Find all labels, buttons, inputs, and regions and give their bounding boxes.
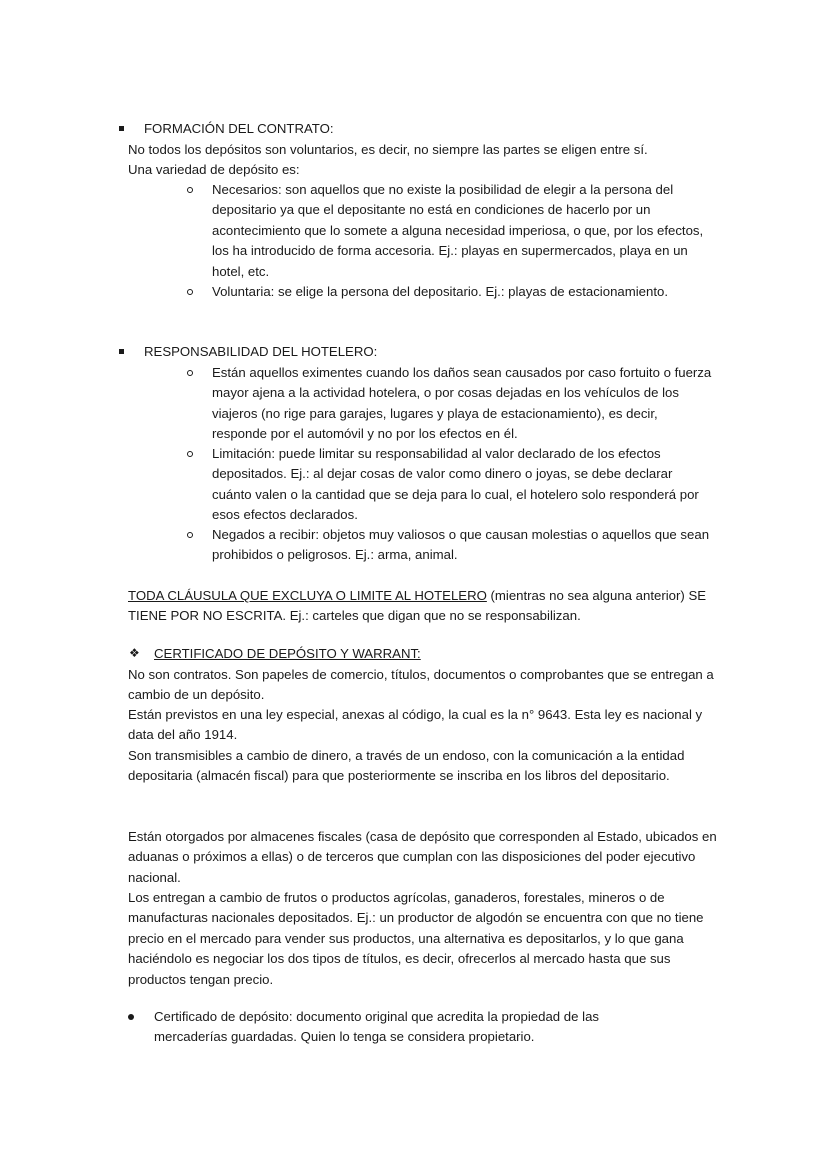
cert-paragraph-5: Los entregan a cambio de frutos o productos agrícolas, ganaderos, forestales, mineros o de manufacturas nacionales depositados. Ej.: un productor de algodón se encuentra con que no tiene precio en el mercado para vender sus productos, una alternativa es depositarlos, y lo que gana haciéndolo es negociar los dos tipos de títulos, es decir, ofrecerlos al mercado hasta que sus productos tengan precio. [128,890,704,987]
clause-rest-text: (mientras no sea alguna anterior) SE TIENE POR NO ESCRITA. Ej.: carteles que digan que no se responsabilizan. [128,588,707,624]
heading-certificado: CERTIFICADO DE DEPÓSITO Y WARRANT: [154,646,421,661]
bullet-certificado-deposito: Certificado de depósito: documento original que acredita la propiedad de las mercaderías guardadas. Quien lo tenga se considera propietario. [154,1009,600,1045]
bullet-dot-icon [128,1014,134,1020]
circle-bullet-icon [187,451,193,457]
clause-paragraph [128,586,718,627]
square-bullet-icon [119,349,124,354]
circle-bullet-icon [187,187,193,193]
list-item-necesarios: Necesarios: son aquellos que no existe la posibilidad de elegir a la persona del depositario ya que el depositante no está en condiciones de hacerlo por un acontecimiento que lo somete a alguna necesidad imperiosa, o que, por los efectos, los ha introducido de forma accesoria. Ej.: playas en supermercados, playa en un hotel, etc. [212,182,704,279]
intro-paragraph-1: No todos los depósitos son voluntarios, es decir, no siempre las partes se eligen entre sí. [128,142,648,157]
diamond-bullet-icon: ❖ [129,646,140,660]
cert-paragraph-4: Están otorgados por almacenes fiscales (casa de depósito que corresponden al Estado, ubicados en aduanas o próximos a ellas) o de terceros que cumplan con las disposiciones del poder ejecutivo nacional. [128,829,717,885]
circle-bullet-icon [187,532,193,538]
heading-formacion: FORMACIÓN DEL CONTRATO: [144,121,334,136]
circle-bullet-icon [187,370,193,376]
cert-paragraph-1: No son contratos. Son papeles de comercio, títulos, documentos o comprobantes que se entregan a cambio de un depósito. [128,667,714,703]
clause-underlined-text: TODA CLÁUSULA QUE EXCLUYA O LIMITE AL HOTELERO [128,588,487,603]
cert-paragraph-3: Son transmisibles a cambio de dinero, a través de un endoso, con la comunicación a la entidad depositaria (almacén fiscal) para que posteriormente se inscriba en los libros del depositario. [128,748,685,784]
list-item-eximentes: Están aquellos eximentes cuando los daños sean causados por caso fortuito o fuerza mayor ajena a la actividad hotelera, o por cosas dejadas en los vehículos de los viajeros (no rige para garajes, lugares y playa de estacionamiento), es decir, responde por el automóvil y no por los efectos en él. [212,365,712,442]
cert-paragraph-2: Están previstos en una ley especial, anexas al código, la cual es la n° 9643. Esta ley es nacional y data del año 1914. [128,707,703,743]
intro-paragraph-2: Una variedad de depósito es: [128,162,300,177]
circle-bullet-icon [187,289,193,295]
heading-responsabilidad: RESPONSABILIDAD DEL HOTELERO: [144,344,378,359]
list-item-limitacion: Limitación: puede limitar su responsabilidad al valor declarado de los efectos depositados. Ej.: al dejar cosas de valor como dinero o joyas, se debe declarar cuánto valen o la cantidad que se deja para lo cual, el hotelero solo responderá por esos efectos declarados. [212,446,699,523]
square-bullet-icon [119,126,124,131]
list-item-voluntaria: Voluntaria: se elige la persona del depositario. Ej.: playas de estacionamiento. [212,284,668,299]
list-item-negados: Negados a recibir: objetos muy valiosos o que causan molestias o aquellos que sean prohibidos o peligrosos. Ej.: arma, animal. [212,527,710,563]
